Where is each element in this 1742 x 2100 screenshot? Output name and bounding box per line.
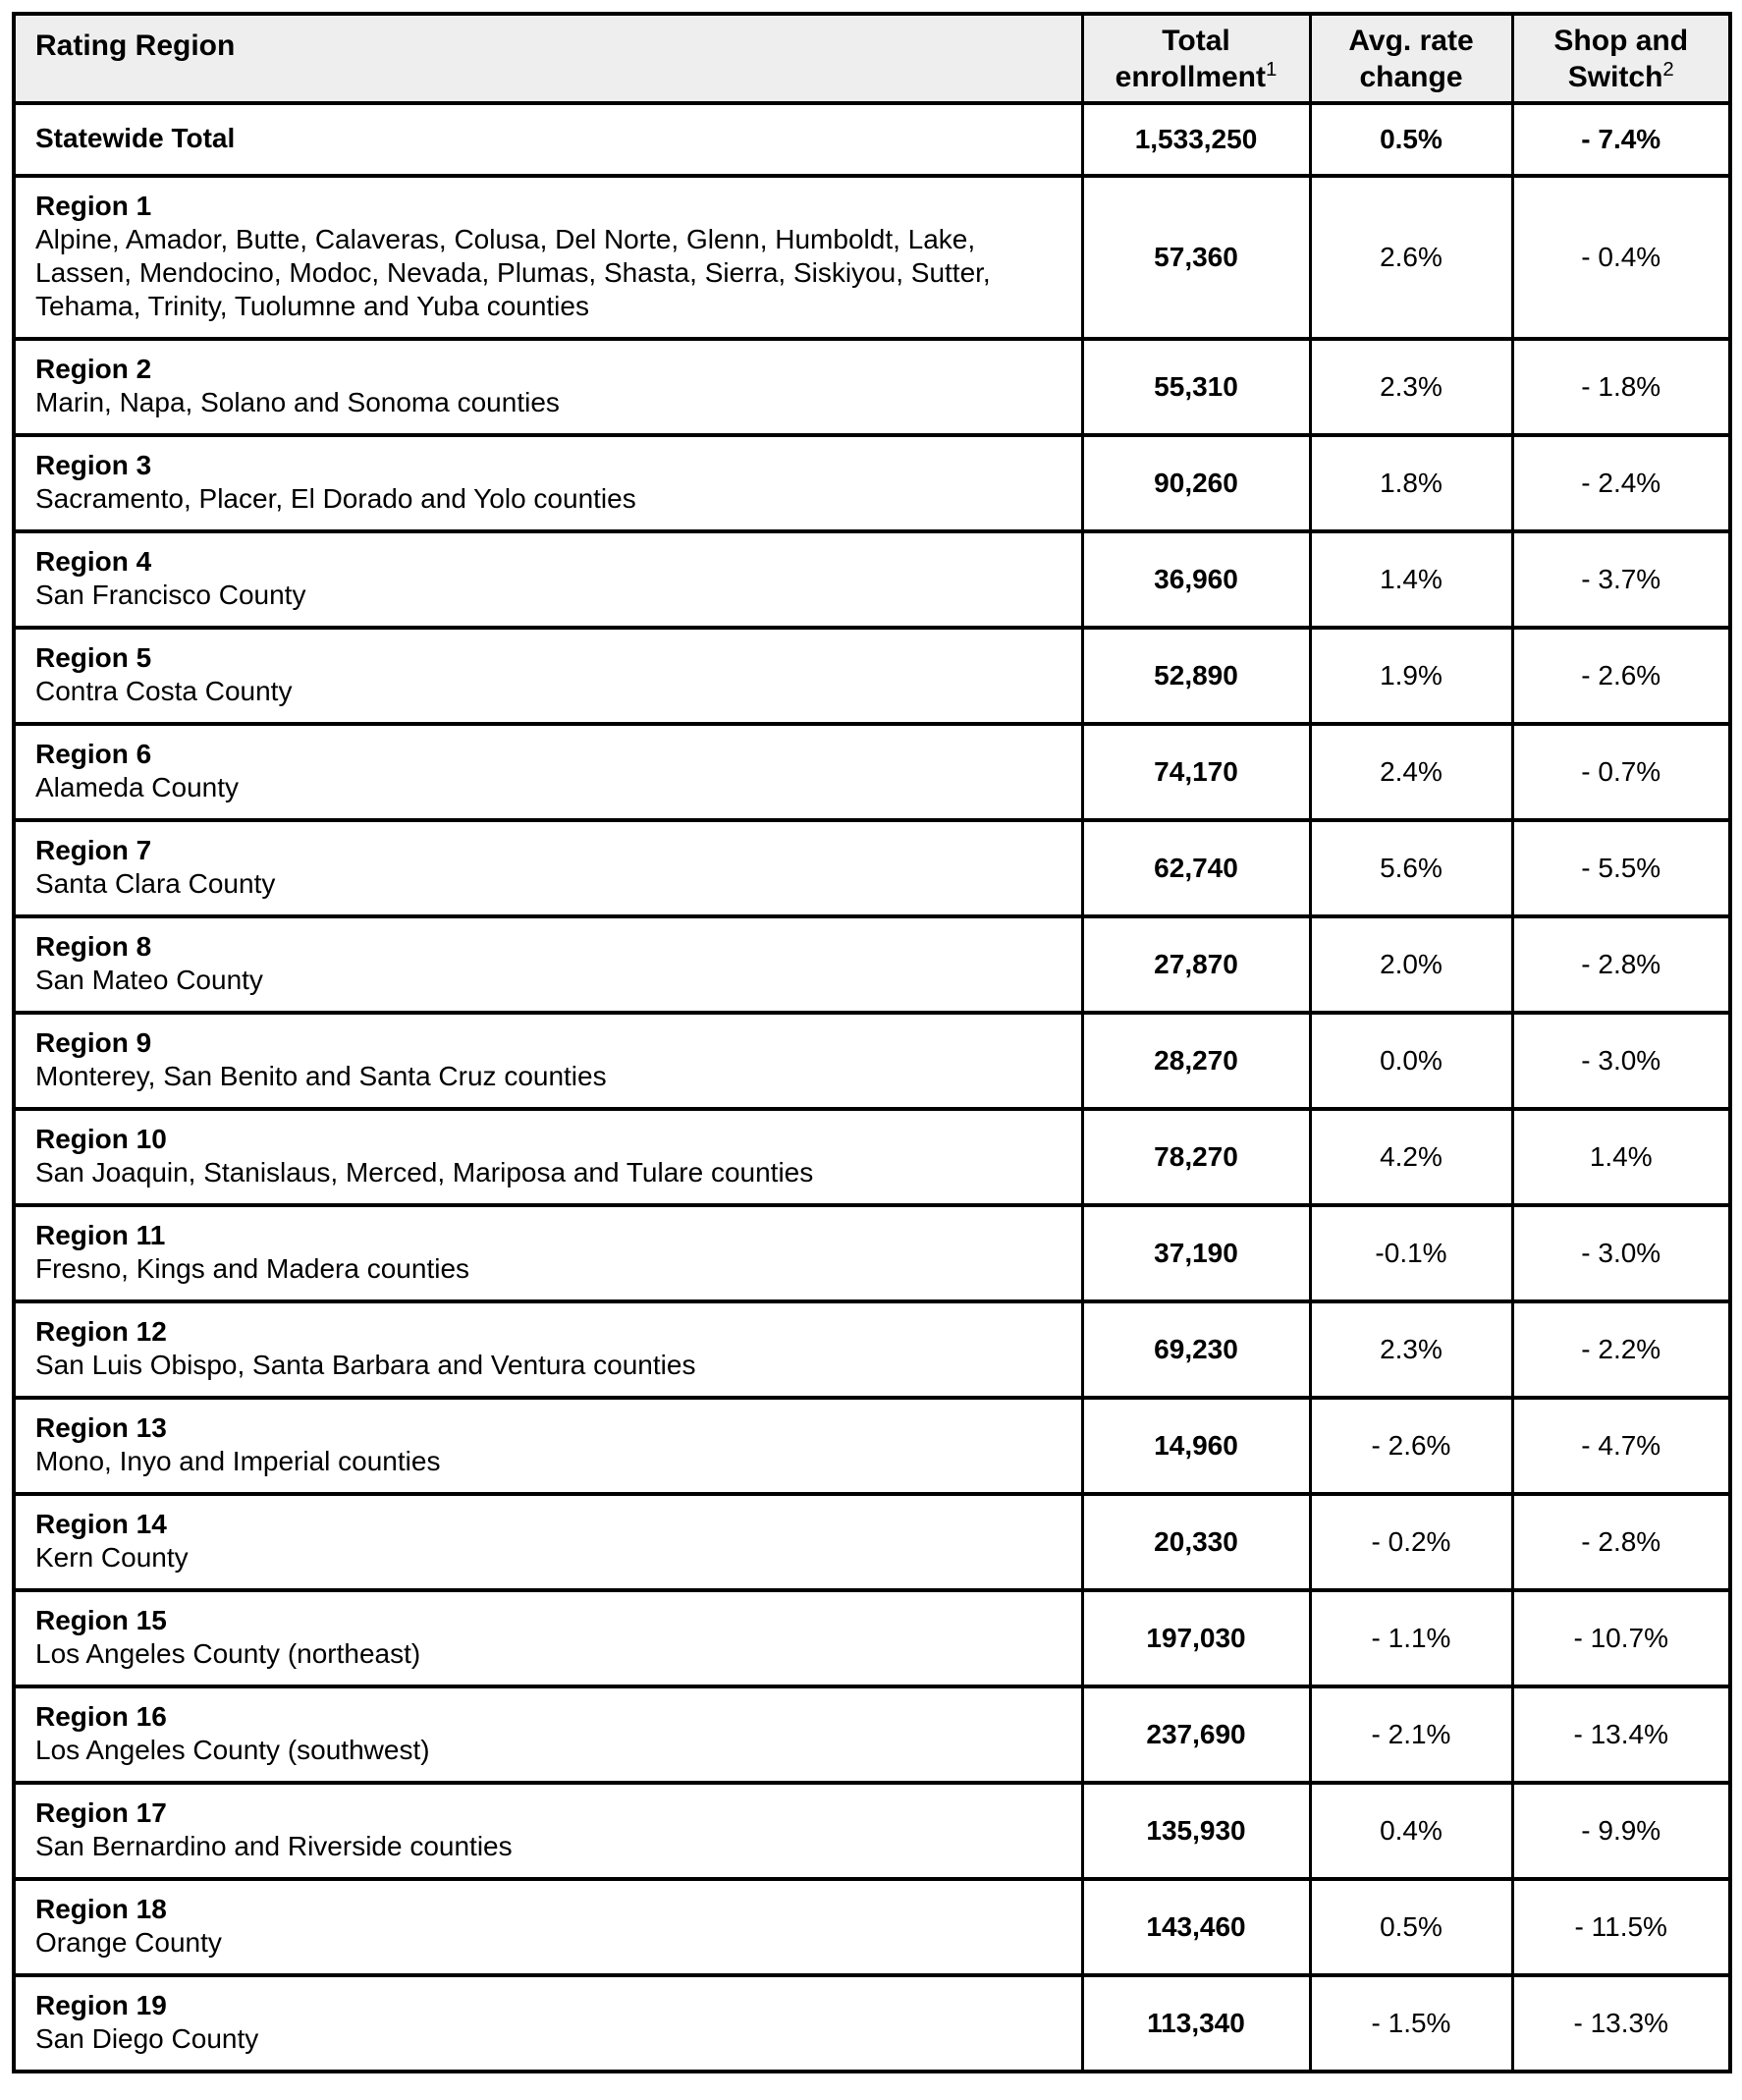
region-counties: Sacramento, Placer, El Dorado and Yolo counties	[35, 483, 636, 514]
rate-change-value: - 0.2%	[1310, 1494, 1512, 1590]
rate-change-value: 0.4%	[1310, 1783, 1512, 1879]
table-row	[14, 176, 1730, 339]
region-counties: Los Angeles County (southwest)	[35, 1735, 430, 1765]
enrollment-value: 237,690	[1082, 1686, 1310, 1783]
region-name: Region 15	[35, 1605, 167, 1635]
region-counties: San Bernardino and Riverside counties	[35, 1831, 513, 1861]
enrollment-value: 135,930	[1082, 1783, 1310, 1879]
shop-switch-value: - 4.7%	[1512, 1398, 1730, 1494]
region-name: Region 3	[35, 450, 152, 480]
region-name: Region 1	[35, 191, 152, 221]
rate-change-value: 2.3%	[1310, 1301, 1512, 1398]
region-name: Region 13	[35, 1412, 167, 1443]
region-name: Region 19	[35, 1990, 167, 2020]
table-body	[14, 103, 1730, 2072]
rate-change-value: 1.4%	[1310, 531, 1512, 628]
region-counties: Los Angeles County (northeast)	[35, 1638, 421, 1669]
region-name: Region 14	[35, 1509, 167, 1539]
shop-switch-value: - 3.0%	[1512, 1013, 1730, 1109]
enrollment-value: 197,030	[1082, 1590, 1310, 1686]
region-counties: Contra Costa County	[35, 676, 293, 706]
region-name: Region 5	[35, 642, 152, 673]
shop-switch-value: - 9.9%	[1512, 1783, 1730, 1879]
table-row	[14, 1398, 1730, 1494]
table-row	[14, 435, 1730, 531]
region-name: Region 16	[35, 1701, 167, 1732]
enrollment-value: 1,533,250	[1082, 103, 1310, 176]
region-name: Statewide Total	[35, 123, 236, 153]
shop-switch-value: - 2.4%	[1512, 435, 1730, 531]
table-row	[14, 1494, 1730, 1590]
enrollment-value: 74,170	[1082, 724, 1310, 820]
enrollment-value: 55,310	[1082, 339, 1310, 435]
rate-change-value: 1.8%	[1310, 435, 1512, 531]
enrollment-value: 90,260	[1082, 435, 1310, 531]
rate-change-value: 2.6%	[1310, 176, 1512, 339]
region-counties: Mono, Inyo and Imperial counties	[35, 1446, 441, 1476]
shop-switch-value: - 1.8%	[1512, 339, 1730, 435]
region-name: Region 18	[35, 1894, 167, 1924]
rate-change-value: -0.1%	[1310, 1205, 1512, 1301]
footnote-marker: 1	[1266, 58, 1278, 81]
region-counties: Kern County	[35, 1542, 189, 1573]
region-name: Region 11	[35, 1220, 166, 1250]
shop-switch-value: - 3.7%	[1512, 531, 1730, 628]
column-header-total-enrollment	[1082, 14, 1310, 103]
region-counties: San Mateo County	[35, 965, 263, 995]
rate-change-value: - 2.6%	[1310, 1398, 1512, 1494]
shop-switch-value: - 13.4%	[1512, 1686, 1730, 1783]
enrollment-value: 20,330	[1082, 1494, 1310, 1590]
table-row	[14, 103, 1730, 176]
rate-change-value: - 1.1%	[1310, 1590, 1512, 1686]
rate-change-value: 2.3%	[1310, 339, 1512, 435]
shop-switch-value: - 0.7%	[1512, 724, 1730, 820]
table-row	[14, 1686, 1730, 1783]
table-row	[14, 1301, 1730, 1398]
region-name: Region 2	[35, 354, 152, 384]
table-row	[14, 1013, 1730, 1109]
enrollment-value: 27,870	[1082, 916, 1310, 1013]
shop-switch-value: - 2.8%	[1512, 916, 1730, 1013]
rating-region-table	[12, 12, 1732, 2073]
shop-switch-value: - 0.4%	[1512, 176, 1730, 339]
region-counties: San Joaquin, Stanislaus, Merced, Mariposa and Tulare counties	[35, 1157, 814, 1188]
column-header-label: Avg. rate change	[1348, 24, 1474, 93]
shop-switch-value: 1.4%	[1512, 1109, 1730, 1205]
table-row	[14, 1590, 1730, 1686]
region-counties: Santa Clara County	[35, 868, 276, 899]
enrollment-value: 28,270	[1082, 1013, 1310, 1109]
region-name: Region 12	[35, 1316, 167, 1347]
column-header-label: Rating Region	[35, 29, 236, 62]
region-counties: Orange County	[35, 1927, 222, 1958]
shop-switch-value: - 11.5%	[1512, 1879, 1730, 1975]
shop-switch-value: - 7.4%	[1512, 103, 1730, 176]
enrollment-value: 62,740	[1082, 820, 1310, 916]
table-row	[14, 1205, 1730, 1301]
rate-change-value: - 1.5%	[1310, 1975, 1512, 2072]
shop-switch-value: - 13.3%	[1512, 1975, 1730, 2072]
table-header	[14, 14, 1730, 103]
region-name: Region 9	[35, 1027, 152, 1058]
region-name: Region 6	[35, 739, 152, 769]
table-row	[14, 820, 1730, 916]
rate-change-value: 0.5%	[1310, 103, 1512, 176]
header-row	[14, 14, 1730, 103]
shop-switch-value: - 3.0%	[1512, 1205, 1730, 1301]
shop-switch-value: - 10.7%	[1512, 1590, 1730, 1686]
region-name: Region 17	[35, 1797, 167, 1828]
rate-change-value: - 2.1%	[1310, 1686, 1512, 1783]
enrollment-value: 14,960	[1082, 1398, 1310, 1494]
region-counties: San Diego County	[35, 2023, 259, 2054]
table-row	[14, 628, 1730, 724]
region-counties: San Francisco County	[35, 580, 306, 610]
footnote-marker: 2	[1662, 58, 1674, 81]
rate-change-value: 5.6%	[1310, 820, 1512, 916]
region-name: Region 8	[35, 931, 152, 962]
table-row	[14, 1879, 1730, 1975]
region-counties: Marin, Napa, Solano and Sonoma counties	[35, 387, 560, 417]
enrollment-value: 37,190	[1082, 1205, 1310, 1301]
enrollment-value: 78,270	[1082, 1109, 1310, 1205]
rate-change-value: 0.0%	[1310, 1013, 1512, 1109]
table-row	[14, 916, 1730, 1013]
enrollment-value: 57,360	[1082, 176, 1310, 339]
enrollment-value: 69,230	[1082, 1301, 1310, 1398]
table-row	[14, 724, 1730, 820]
region-name: Region 10	[35, 1124, 167, 1154]
enrollment-value: 36,960	[1082, 531, 1310, 628]
region-counties: Monterey, San Benito and Santa Cruz counties	[35, 1061, 607, 1091]
rate-change-value: 4.2%	[1310, 1109, 1512, 1205]
column-header-label: Shop and Switch	[1553, 24, 1689, 93]
table-row	[14, 531, 1730, 628]
column-header-rating-region	[14, 14, 1082, 103]
rate-change-value: 1.9%	[1310, 628, 1512, 724]
column-header-label: Total enrollment	[1115, 24, 1266, 93]
table-row	[14, 1975, 1730, 2072]
region-counties: San Luis Obispo, Santa Barbara and Ventura counties	[35, 1350, 696, 1380]
column-header-shop-and-switch	[1512, 14, 1730, 103]
rate-change-value: 2.0%	[1310, 916, 1512, 1013]
region-counties: Alameda County	[35, 772, 240, 802]
enrollment-value: 113,340	[1082, 1975, 1310, 2072]
rate-change-value: 2.4%	[1310, 724, 1512, 820]
rate-change-value: 0.5%	[1310, 1879, 1512, 1975]
region-name: Region 7	[35, 835, 152, 865]
table-row	[14, 1109, 1730, 1205]
table-row	[14, 339, 1730, 435]
column-header-avg-rate-change	[1310, 14, 1512, 103]
table-row	[14, 1783, 1730, 1879]
shop-switch-value: - 2.8%	[1512, 1494, 1730, 1590]
enrollment-value: 52,890	[1082, 628, 1310, 724]
shop-switch-value: - 2.6%	[1512, 628, 1730, 724]
shop-switch-value: - 5.5%	[1512, 820, 1730, 916]
enrollment-value: 143,460	[1082, 1879, 1310, 1975]
shop-switch-value: - 2.2%	[1512, 1301, 1730, 1398]
region-name: Region 4	[35, 546, 152, 577]
region-counties: Fresno, Kings and Madera counties	[35, 1253, 470, 1284]
region-counties: Alpine, Amador, Butte, Calaveras, Colusa, Del Norte, Glenn, Humboldt, Lake, Lassen, Mendocino, Modoc, Nevada, Plumas, Shasta, Sierra, Siskiyou, Sutter, Tehama, Trinity, Tuolumne and Yuba counties	[35, 224, 991, 321]
